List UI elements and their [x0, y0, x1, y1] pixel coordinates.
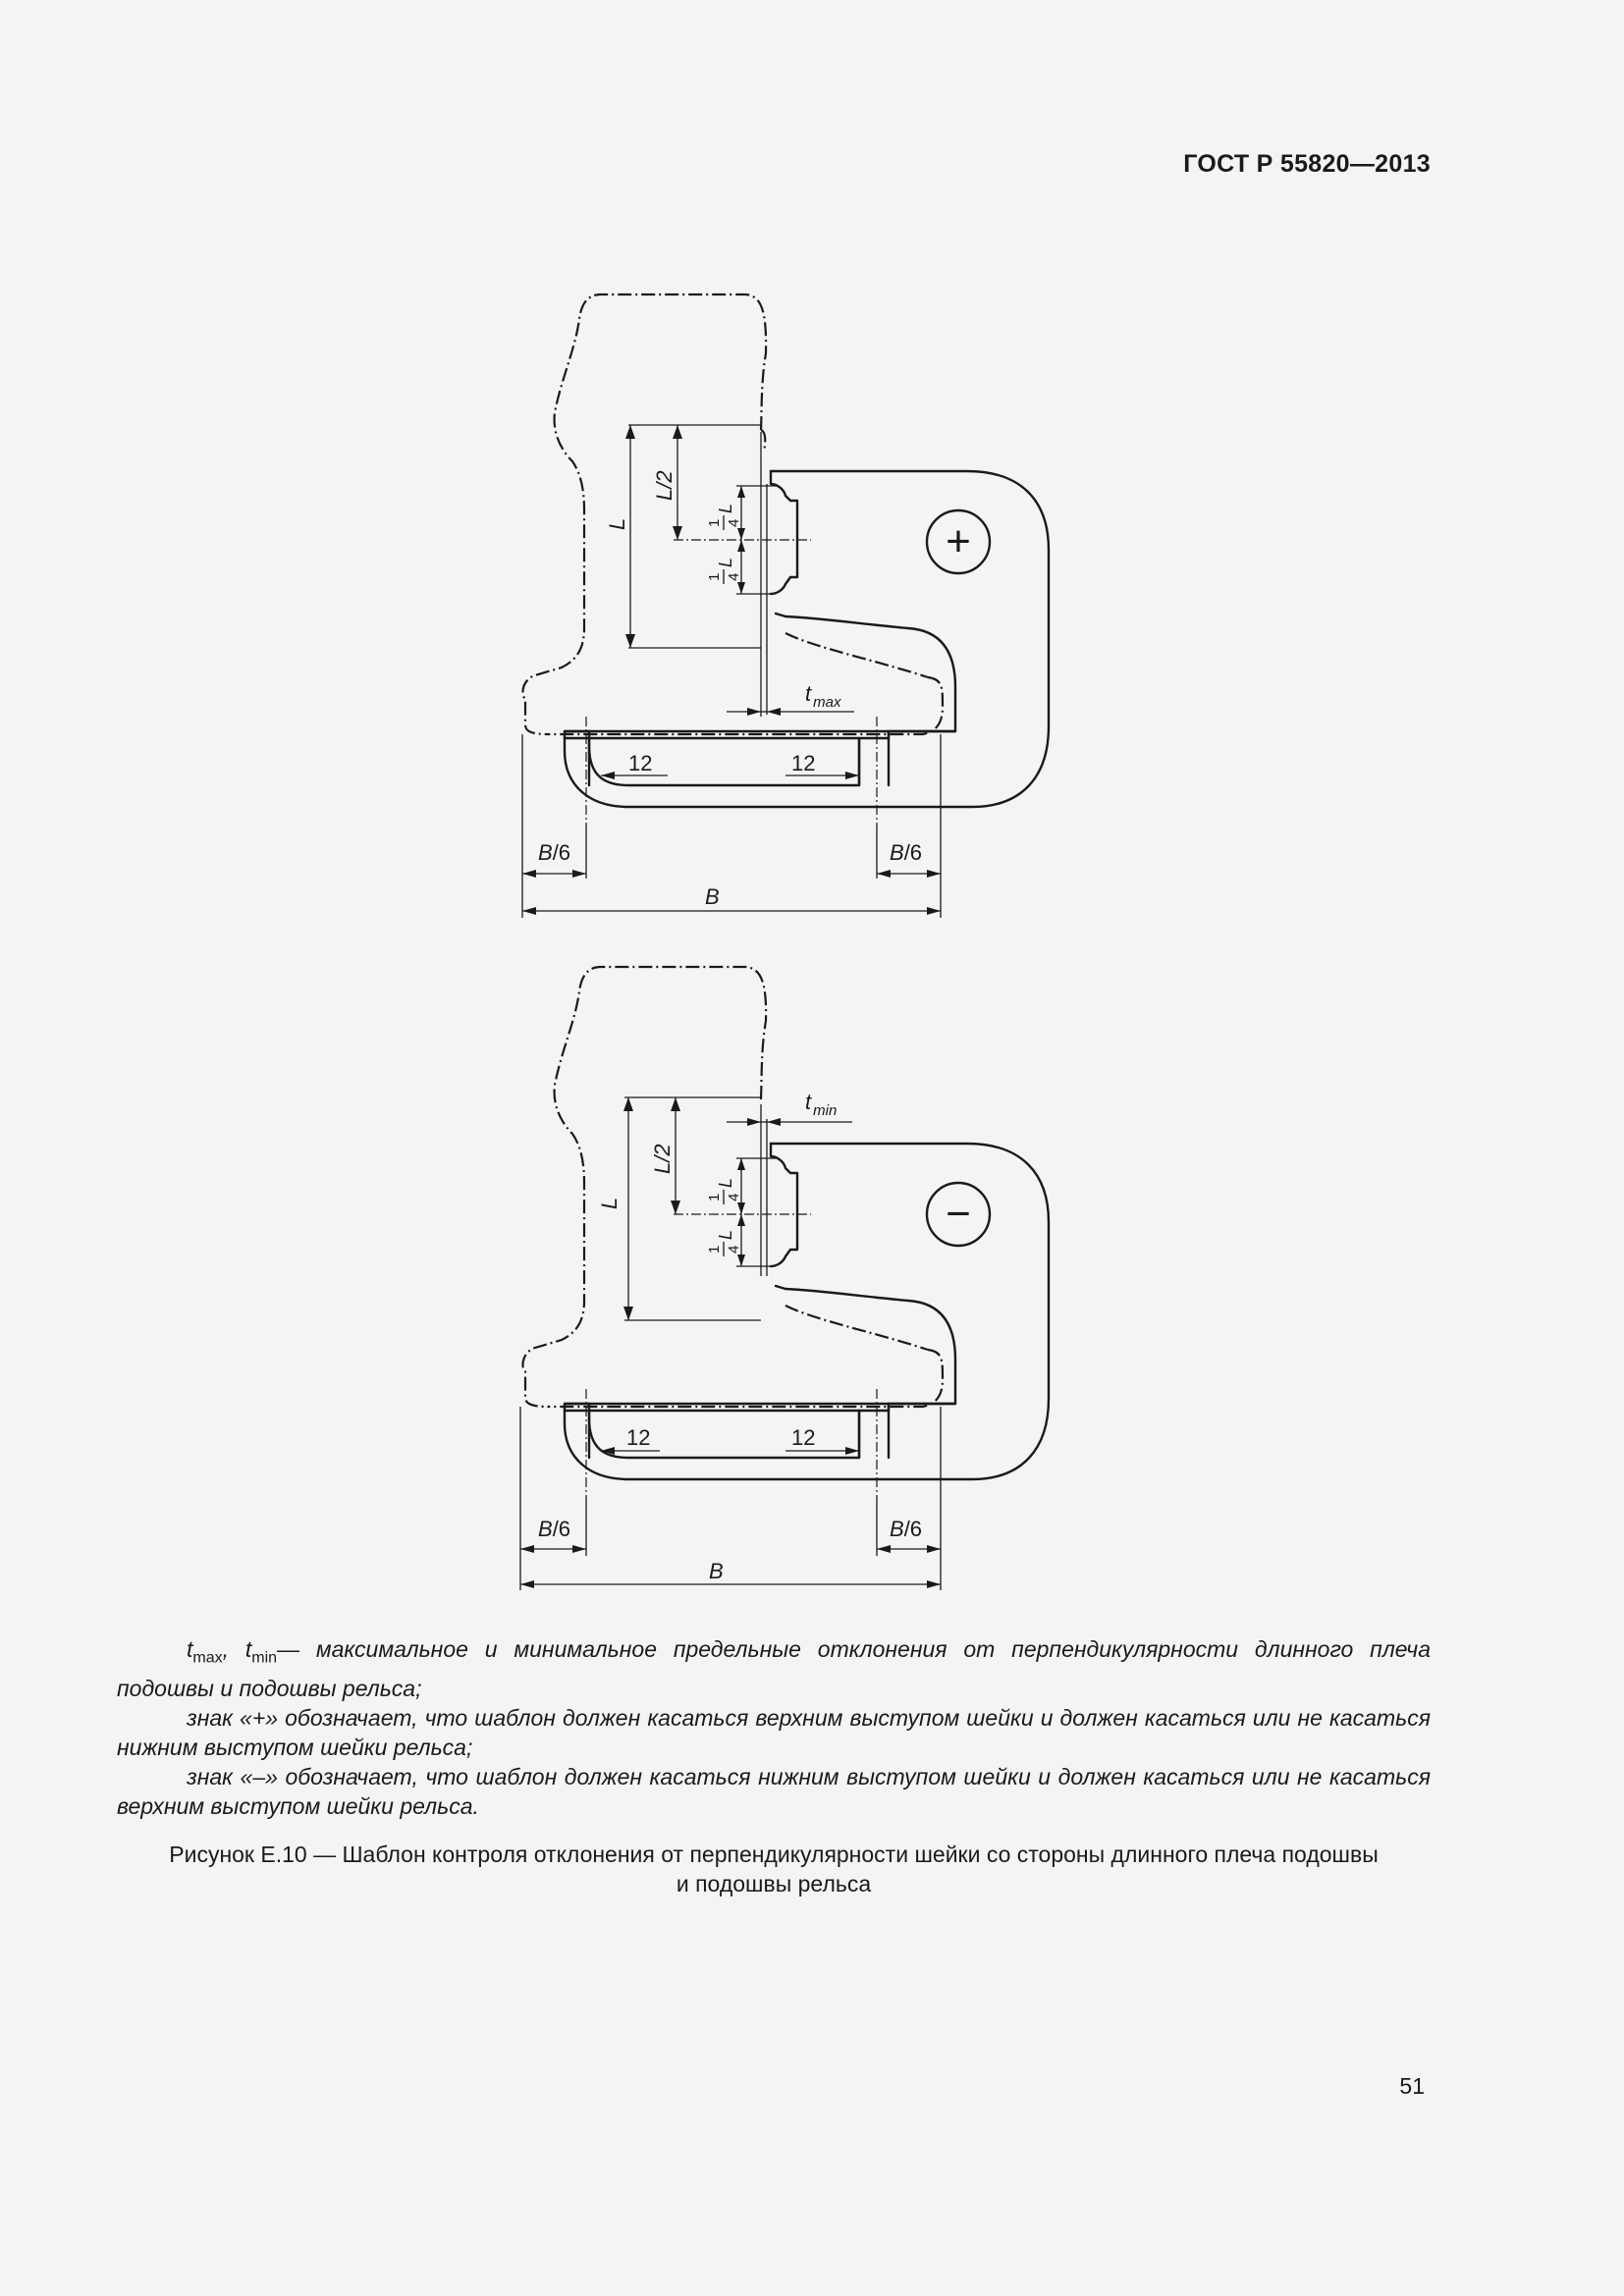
dim-l: L — [605, 517, 629, 530]
frac-den-1: 4 — [726, 518, 742, 527]
document-header: ГОСТ Р 55820—2013 — [1183, 150, 1431, 178]
plus-sign: + — [946, 517, 971, 565]
frac-l-1: L — [716, 503, 735, 513]
gauge-view-plus — [522, 294, 1049, 918]
note-minus-sign: знак «–» обозначает, что шаблон должен касаться нижним выступом шейки и должен касаться или не касаться верхним выступом шейки рельса. — [117, 1763, 1431, 1819]
dim-12-right: 12 — [791, 751, 816, 775]
dim-b: B — [705, 884, 720, 909]
dim-12-left-2: 12 — [626, 1425, 651, 1450]
page-number: 51 — [1399, 2073, 1425, 2099]
dim-l-half: L/2 — [652, 470, 677, 501]
dim-l-2: L — [597, 1197, 622, 1209]
caption-line-2: и подошвы рельса — [676, 1871, 872, 1896]
dim-b6-right-2: B/6 — [890, 1517, 923, 1541]
dim-b6-left: B/6 — [538, 840, 571, 865]
frac-den-3: 4 — [726, 1193, 742, 1201]
dim-b6-left-2: B/6 — [538, 1517, 571, 1541]
frac-num-3: 1 — [706, 1193, 723, 1201]
t-max-label: t $_{max}$ — [805, 681, 841, 711]
minus-sign: − — [946, 1190, 971, 1238]
dim-l-half-2: L/2 — [650, 1144, 675, 1174]
frac-den-2: 4 — [726, 572, 742, 581]
dim-b-2: B — [709, 1559, 724, 1583]
t-min-label: t $_{min}$ — [805, 1090, 838, 1119]
note-plus-sign: знак «+» обозначает, что шаблон должен касаться верхним выступом шейки и должен касаться или не касаться нижним выступом шейки рельса; — [117, 1704, 1431, 1760]
note-tolerance: $t_{max}$, $t_{min}—$ максимальное и минимальное предельные отклонения от перпендикулярности длинного плеча подошвы и подошвы рельса; — [117, 1636, 1432, 1701]
dim-12-right-2: 12 — [791, 1425, 816, 1450]
dim-12-left: 12 — [628, 751, 653, 775]
frac-l-2: L — [716, 557, 735, 567]
frac-l-3: L — [716, 1177, 735, 1188]
frac-num-1: 1 — [706, 518, 723, 527]
figure-notes — [117, 1634, 1431, 1821]
caption-line-1: Рисунок Е.10 — Шаблон контроля отклонения от перпендикулярности шейки со стороны длинного плеча подошвы — [169, 1842, 1379, 1867]
frac-num-4: 1 — [706, 1245, 723, 1254]
frac-den-4: 4 — [726, 1245, 742, 1254]
frac-l-4: L — [716, 1229, 735, 1240]
figure-caption — [117, 1840, 1431, 1898]
dim-b6-right: B/6 — [890, 840, 923, 865]
gauge-view-minus — [520, 967, 1049, 1590]
frac-num-2: 1 — [706, 572, 723, 581]
